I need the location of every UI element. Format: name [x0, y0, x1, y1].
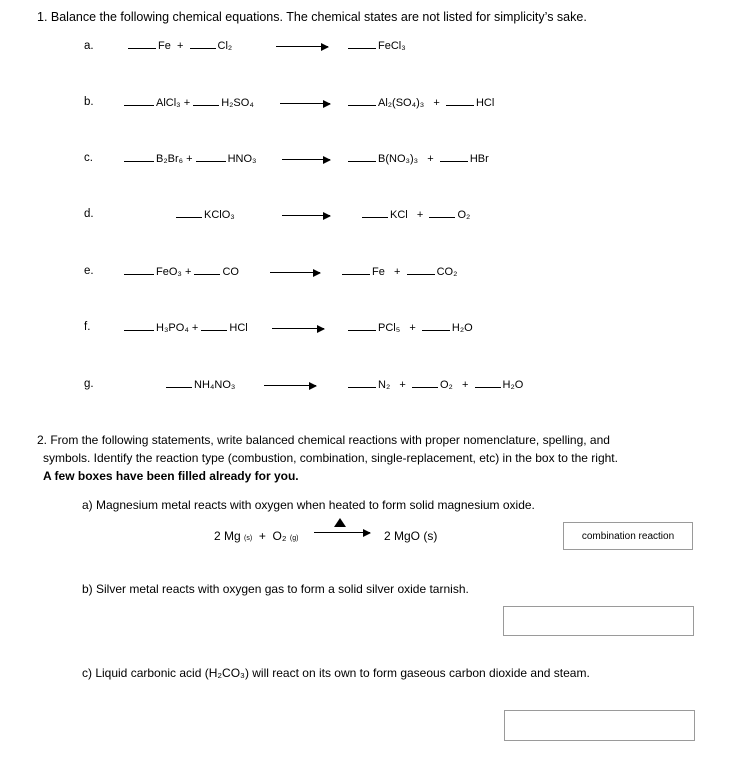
- blank-line[interactable]: [348, 152, 376, 162]
- blank-line[interactable]: [429, 208, 455, 218]
- blank-line[interactable]: [176, 208, 202, 218]
- statement-b: b) Silver metal reacts with oxygen gas to form a solid silver oxide tarnish.: [82, 582, 469, 596]
- blank-line[interactable]: [166, 378, 192, 388]
- statement-a: a) Magnesium metal reacts with oxygen when heated to form solid magnesium oxide.: [82, 498, 535, 512]
- row-a-reactant-2: Cl₂: [217, 40, 233, 52]
- statement-c: c) Liquid carbonic acid (H₂CO₃) will react on its own to form gaseous carbon dioxide and steam.: [82, 666, 590, 680]
- question-2-intro-line-1: 2. From the following statements, write balanced chemical reactions with proper nomenclature, spelling, and: [37, 433, 610, 447]
- equation-a-product: 2 MgO (s): [384, 529, 438, 543]
- row-a-product-1: FeCl₃: [378, 40, 406, 52]
- blank-line[interactable]: [124, 265, 154, 275]
- row-f-products: [348, 321, 473, 334]
- plus-sign: +: [461, 379, 469, 391]
- equation-a-reactants: 2 Mg (s) + O₂ (g): [214, 529, 299, 543]
- plus-sign: +: [433, 97, 440, 109]
- question-2-intro-line-2: symbols. Identify the reaction type (combustion, combination, single-replacement, etc) in the box to the right.: [43, 451, 618, 465]
- row-d-reactant-1: KClO₃: [204, 209, 235, 221]
- row-b-product-2: HCl: [475, 97, 495, 109]
- plus-sign: +: [399, 379, 406, 391]
- row-b-product-1: Al₂(SO₄)₃: [378, 97, 425, 109]
- reaction-arrow: [264, 385, 316, 386]
- row-c-reactant-2: HNO₃: [227, 153, 257, 165]
- row-d-product-1: KCl: [390, 209, 408, 221]
- blank-line[interactable]: [124, 321, 154, 331]
- state-gas: (g): [289, 535, 299, 542]
- reaction-type-box-a[interactable]: combination reaction: [563, 522, 693, 550]
- row-c-products: [348, 152, 489, 165]
- row-c-reactant-1: B₂Br₆: [156, 153, 184, 165]
- reaction-arrow: [282, 215, 330, 216]
- reactant-mg: 2 Mg: [214, 529, 241, 543]
- row-e-product-2: CO₂: [436, 266, 458, 278]
- blank-line[interactable]: [407, 265, 435, 275]
- reaction-arrow: [276, 46, 328, 47]
- row-g-label: g.: [84, 378, 94, 390]
- question-2-intro-note: A few boxes have been filled already for you.: [43, 469, 299, 483]
- blank-line[interactable]: [194, 265, 220, 275]
- row-e-products: [342, 265, 457, 278]
- row-d-label: d.: [84, 208, 94, 220]
- row-b-products: [348, 96, 494, 109]
- row-e-reactants: [124, 265, 239, 278]
- question-1-title: 1. Balance the following chemical equations. The chemical states are not listed for simplicity’s sake.: [37, 10, 587, 24]
- blank-line[interactable]: [193, 96, 219, 106]
- plus-sign: +: [409, 322, 416, 334]
- plus-sign: +: [176, 40, 184, 52]
- reaction-type-box-b[interactable]: [503, 606, 694, 636]
- row-e-reactant-1: FeO₃: [156, 266, 182, 278]
- row-f-label: f.: [84, 321, 91, 333]
- state-solid: (s): [244, 535, 253, 542]
- row-g-reactants: [166, 378, 235, 391]
- reaction-arrow: [272, 328, 324, 329]
- row-g-product-1: N₂: [378, 379, 391, 391]
- plus-sign: +: [394, 266, 401, 278]
- row-d-product-2: O₂: [457, 209, 471, 221]
- row-g-products: [348, 378, 523, 391]
- row-g-product-3: H₂O: [502, 379, 524, 391]
- plus-sign: +: [191, 322, 199, 334]
- reaction-type-box-c[interactable]: [504, 710, 695, 741]
- blank-line[interactable]: [440, 152, 468, 162]
- plus-sign: +: [416, 209, 424, 221]
- blank-line[interactable]: [190, 39, 216, 49]
- blank-line[interactable]: [124, 152, 154, 162]
- row-a-products: [348, 39, 406, 52]
- plus-sign: +: [427, 153, 434, 165]
- row-e-label: e.: [84, 265, 94, 277]
- reaction-arrow: [270, 272, 320, 273]
- plus-sign: +: [184, 266, 192, 278]
- row-c-reactants: [124, 152, 257, 165]
- row-a-label: a.: [84, 40, 94, 52]
- row-f-reactant-1: H₃PO₄: [156, 322, 189, 334]
- blank-line[interactable]: [348, 321, 376, 331]
- row-a-reactants: [128, 39, 232, 52]
- reaction-arrow: [280, 103, 330, 104]
- row-b-label: b.: [84, 96, 94, 108]
- row-b-reactant-2: H₂SO₄: [221, 97, 254, 109]
- reaction-arrow: [282, 159, 330, 160]
- row-b-reactants: [124, 96, 254, 109]
- row-e-reactant-2: CO: [222, 266, 239, 278]
- plus-sign: +: [186, 153, 193, 165]
- blank-line[interactable]: [128, 39, 156, 49]
- row-g-reactant-1: NH₄NO₃: [194, 379, 236, 391]
- blank-line[interactable]: [124, 96, 154, 106]
- blank-line[interactable]: [348, 39, 376, 49]
- row-b-reactant-1: AlCl₃: [156, 97, 181, 109]
- row-c-product-2: HBr: [469, 153, 489, 165]
- blank-line[interactable]: [342, 265, 370, 275]
- blank-line[interactable]: [422, 321, 450, 331]
- row-f-product-1: PCl₅: [378, 322, 401, 334]
- row-f-product-2: H₂O: [451, 322, 473, 334]
- plus-sign: +: [183, 97, 191, 109]
- blank-line[interactable]: [475, 378, 501, 388]
- blank-line[interactable]: [412, 378, 438, 388]
- row-c-label: c.: [84, 152, 93, 164]
- row-e-product-1: Fe: [372, 266, 385, 278]
- blank-line[interactable]: [348, 378, 376, 388]
- blank-line[interactable]: [201, 321, 227, 331]
- row-c-product-1: B(NO₃)₃: [378, 153, 419, 165]
- row-g-product-2: O₂: [439, 379, 453, 391]
- heat-triangle-icon: [334, 518, 346, 527]
- blank-line[interactable]: [348, 96, 376, 106]
- reactant-o2: O₂: [272, 529, 287, 543]
- row-d-reactants: [176, 208, 235, 221]
- row-a-reactant-1: Fe: [158, 40, 171, 52]
- row-f-reactant-2: HCl: [229, 322, 248, 334]
- row-d-products: [362, 208, 470, 221]
- row-f-reactants: [124, 321, 248, 334]
- blank-line[interactable]: [446, 96, 474, 106]
- reaction-arrow: [314, 532, 370, 533]
- blank-line[interactable]: [196, 152, 226, 162]
- blank-line[interactable]: [362, 208, 388, 218]
